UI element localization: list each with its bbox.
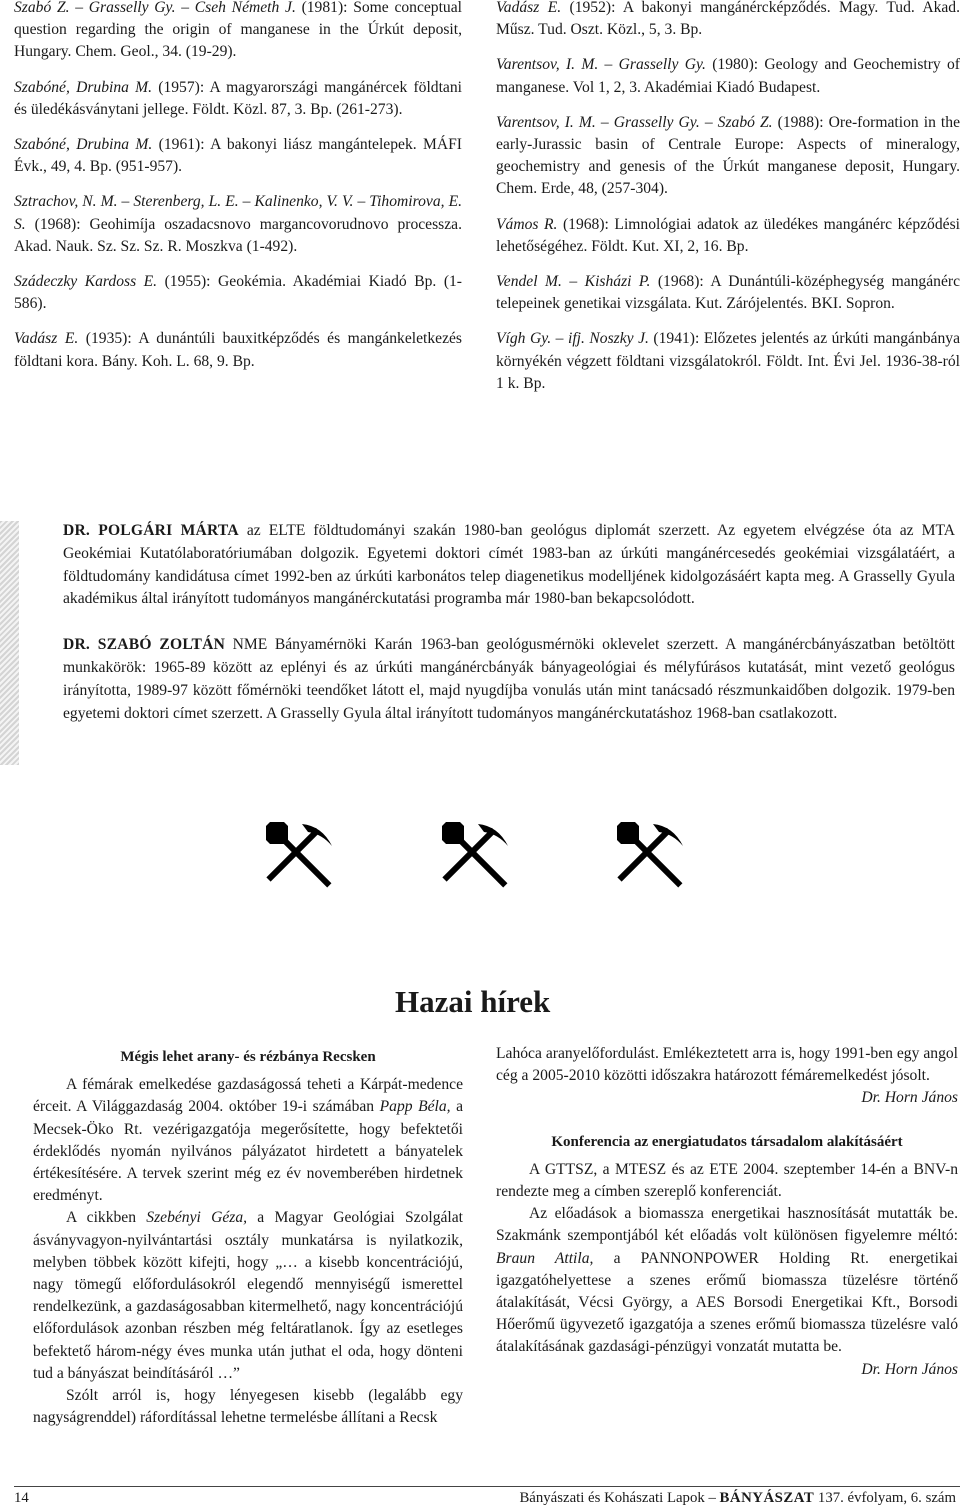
article-paragraph: A GTTSZ, a MTESZ és az ETE 2004. szeptember 14-én a BNV-n rendezte meg a címben szereplő konferenciát. bbox=[496, 1160, 958, 1201]
article-paragraph: Az előadások a biomassza energetikai hasznosítását mutatták be. Szakmánk szempontjából két előadás volt különösen figyelemre méltó: Braun Attila, a PANNONPOWER Holding Rt. energetikai igazgatóhelyettese a szenes erőmű biomassza tüzelésre történő átalakítását, Vécsi György, a AES Borsodi Energetikai Kft., Borsodi Hőerőmű ügyvezető igazgatója a szenes erőmű biomassza tüzelésre való átalakításának gazdasági-pénzügyi vonzatát mutatta be. bbox=[496, 1205, 958, 1356]
author-name: DR. POLGÁRI MÁRTA bbox=[63, 522, 239, 539]
article-paragraph: Szólt arról is, hogy lényegesen kisebb (legalább egy nagyságrenddel) ráfordítással lehetne termelésbe állítani a Recsk bbox=[33, 1387, 463, 1427]
reference: Szádeczky Kardoss E. (1955): Geokémia. Akadémiai Kiadó Bp. (1-586). bbox=[14, 273, 463, 313]
footer-divider bbox=[14, 1486, 960, 1487]
references-left-column bbox=[14, 0, 462, 386]
reference: Vadász E. (1952): A bakonyi mangánércképződés. Magy. Tud. Akad. Műsz. Tud. Oszt. Közl., 5, 3. Bp. bbox=[496, 0, 960, 39]
reference: Szabóné, Drubina M. (1961): A bakonyi liász mangántelepek. MÁFI Évk., 49, 4. Bp. (951-957). bbox=[14, 136, 462, 176]
bio-decorative-bar bbox=[0, 521, 19, 765]
article-paragraph: A fémárak emelkedése gazdaságossá teheti a Kárpát-medence érceit. A Világgazdaság 2004. október 19-i számában Papp Béla, a Mecsek-Öko Rt. vezérigazgatója megerősítette, hogy befektetői érdeklődés nyomán nyilvános pályázatot hirdetett a bányatelek értékesítésére. A tervek szerint még ez év novemberében hirdetnek eredményt. bbox=[33, 1076, 463, 1205]
reference: Vadász E. (1935): A dunántúli bauxitképződés és mangánkeletkezés földtani kora. Bány. Koh. L. 68, 9. Bp. bbox=[14, 330, 462, 370]
reference: Varentsov, I. M. – Grasselly Gy. – Szabó Z. (1988): Ore-formation in the early-Jurassic basin of Centrale Europe: Aspects of mineralogy, geochemistry and genesis of the Úrkút manganese deposit, Hungary. Chem. Erde, 48, (257-304). bbox=[496, 113, 960, 198]
journal-name: Bányászati és Kohászati Lapok – BÁNYÁSZAT 137. évfolyam, 6. szám bbox=[519, 1490, 956, 1506]
reference: Vígh Gy. – ifj. Noszky J. (1941): Előzetes jelentés az úrkúti mangánbánya környékén végzett földtani vizsgálatokról. Földt. Int. Évi Jel. 1936-38-ról 1 k. Bp. bbox=[496, 330, 960, 392]
section-title: Hazai hírek bbox=[395, 984, 551, 1019]
article-paragraph: A cikkben Szebényi Géza, a Magyar Geológiai Szolgálat ásványvagyon-nyilvántartási osztály munkatársa is nyilatkozik, melyben többek között kifejti, hogy „… a kisebb koncentrációjú, nagy tömegű előfordulásokról elegendő mennyiségű ismerettel rendelkezünk, a gazdaságosabban kitermelhető, nagy koncentrációjú előfordulások azonban részben még feltáratlanok. Így az esetleges befektető három-négy éves munka után juthat el oda, hogy dönteni tud a bányászat beindításáról …” bbox=[33, 1209, 464, 1382]
references-right-column bbox=[496, 0, 960, 408]
author-name: DR. SZABÓ ZOLTÁN bbox=[63, 636, 226, 654]
article-signature: Dr. Horn János bbox=[861, 1360, 958, 1378]
author-bios bbox=[63, 520, 955, 748]
reference: Szabó Z. – Grasselly Gy. – Cseh Németh J. (1981): Some conceptual question regarding the origin of manganese in the Úrkút deposit, Hungary. Chem. Geol., 34. (19-29). bbox=[14, 0, 462, 61]
author-bio: DR. POLGÁRI MÁRTA az ELTE földtudományi szakán 1980-ban geológus diplomát szerzett. Az egyetem elvégzése óta az MTA Geokémiai Kutatólaboratóriumában dolgozik. Egyetemi doktori címét 1983-ban az úrkúti mangánércesedés geokémiai vizsgálatáért, a földtudomány kandidátusa címet 1992-ben az úrkúti karbonátos telep diagenetikus modelljének kidolgozásáért kapta meg. A Grasselly Gyula akadémikus által irányított tudományos mangánérckutatási programba már 1980-ban bekapcsolódott. bbox=[63, 522, 955, 608]
author-bio: DR. SZABÓ ZOLTÁN NME Bányamérnöki Karán 1963-ban geológusmérnöki oklevelet szerzett. A mangánércbányászatban betöltött munkakörök: 1965-89 között az eplényi és az úrkúti mangánércbányák bányageológiai és mélyfúrásos kutatását, mint vezető geológus irányította, 1989-97 között főmérnöki teendőket látott el, majd nyugdíjba vonulás után mint tanácsadó részmunkaidőben dolgozik. 1979-ben egyetemi doktori címet szerzett. A Grasselly Gyula által irányított tudományos mangánérckutatáshoz 1968-ban csatlakozott. bbox=[63, 636, 955, 722]
reference: Szabóné, Drubina M. (1957): A magyarországi mangánércek földtani és üledékásványtani jellege. Földt. Közl. 87, 3. Bp. (261-273). bbox=[14, 78, 462, 118]
reference: Vámos R. (1968): Limnológiai adatok az üledékes mangánérc képződési lehetőségéhez. Földt. Kut. XI, 2, 16. Bp. bbox=[496, 215, 960, 255]
page-footer bbox=[0, 1490, 960, 1511]
article-signature: Dr. Horn János bbox=[861, 1089, 958, 1107]
hammer-and-pick-icon bbox=[615, 820, 685, 890]
article-recsk bbox=[33, 1046, 463, 1429]
reference: Varentsov, I. M. – Grasselly Gy. (1980): Geology and Geochemistry of manganese. Vol 1, 2, 3. Akadémiai Kiadó Budapest. bbox=[496, 56, 960, 96]
reference: Sztrachov, N. M. – Sterenberg, L. E. – Kalinenko, V. V. – Tihomirova, E. S. (1968): Geohimíja oszadacsnovo margancovorudnovo processza. Akad. Nauk. Sz. Sz. Sz. R. Moszkva (1-492). bbox=[14, 193, 462, 255]
separator-symbols bbox=[0, 820, 960, 890]
article-right-column bbox=[496, 1043, 958, 1381]
article-title: Konferencia az energiatudatos társadalom alakításáért bbox=[551, 1133, 903, 1150]
hammer-and-pick-icon bbox=[440, 820, 510, 890]
page-number: 14 bbox=[14, 1490, 29, 1506]
article-title: Mégis lehet arany- és rézbánya Recsken bbox=[120, 1049, 376, 1065]
reference: Vendel M. – Kisházi P. (1968): A Dunántúli-középhegység mangánérc telepeinek genetikai vizsgálata. Kut. Zárójelentés. BKI. Sopron. bbox=[496, 273, 960, 313]
hammer-and-pick-icon bbox=[264, 820, 334, 890]
article-continuation: Lahóca aranyelőfordulást. Emlékeztetett arra is, hogy 1991-ben egy angol cég a 2005-2010 közötti időszakra határozott fémáremelkedést jósolt. bbox=[496, 1045, 958, 1085]
